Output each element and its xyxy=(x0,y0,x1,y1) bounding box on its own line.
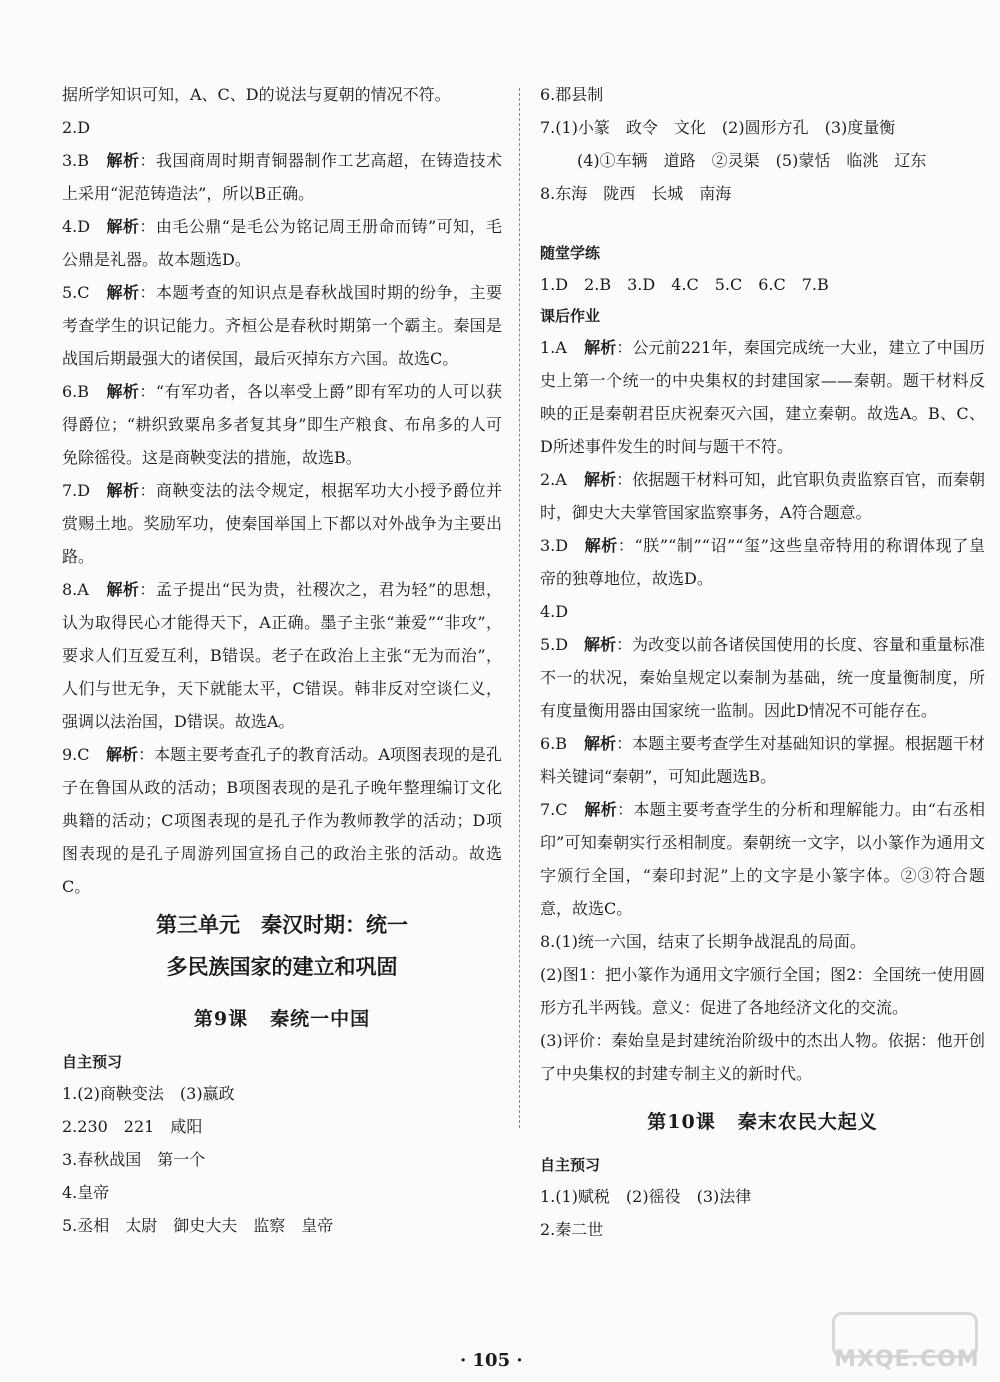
preview-item: 1.(2)商鞅变法 (3)嬴政 xyxy=(62,1084,235,1103)
answer-number: 4.D xyxy=(540,602,569,621)
analysis-text: ：商鞅变法的法令规定，根据军功大小授予爵位并赏赐土地。奖励军功，使秦国举国上下都以对外战争为主要出路。 xyxy=(62,481,502,566)
answer-number: 8.A xyxy=(62,580,89,599)
answer-2 xyxy=(62,111,502,144)
preview-item: 2.230 221 咸阳 xyxy=(62,1117,203,1136)
answer-8 xyxy=(62,573,502,738)
section-heading-preview: 自主预习 xyxy=(62,1053,123,1071)
answer-number: 5.C xyxy=(62,283,90,302)
answer-number: 7.C xyxy=(540,800,568,819)
answer-number: 9.C xyxy=(62,745,90,764)
answer-number: 3.B xyxy=(62,151,90,170)
answer-9 xyxy=(62,738,502,903)
answer-number: 5.D xyxy=(540,635,569,654)
analysis-text: ：本题主要考查孔子的教育活动。A项图表现的是孔子在鲁国从政的活动；B项图表现的是孔子晚年整理编订文化典籍的活动；C项图表现的是孔子作为教师教学的活动；D项图表现的是孔子周游列国宣扬自己的政治主张的活动。故选C。 xyxy=(62,745,502,896)
answer-5 xyxy=(62,276,502,375)
homework-8-part-3: (3)评价：秦始皇是封建统治阶级中的杰出人物。依据：他开创了中央集权的封建专制主义的新时代。 xyxy=(540,1031,985,1083)
unit-title-line-2: 多民族国家的建立和巩固 xyxy=(166,954,398,979)
analysis-tag: 解析 xyxy=(584,536,618,555)
analysis-tag: 解析 xyxy=(584,635,617,654)
answer-number: 6.B xyxy=(540,734,568,753)
analysis-tag: 解析 xyxy=(106,481,140,500)
answer-1-tail: 据所学知识可知，A、C、D的说法与夏朝的情况不符。 xyxy=(62,85,451,104)
analysis-text: ：孟子提出“民为贵，社稷次之，君为轻”的思想，认为取得民心才能得天下，A正确。墨子主张“兼爱”“非攻”，要求人们互爱互利，B错误。老子在政治上主张“无为而治”，人们与世无争，天下就能太平，C错误。韩非反对空谈仁义，强调以法治国，D错误。故选A。 xyxy=(62,580,502,731)
answer-3 xyxy=(62,144,502,210)
analysis-tag: 解析 xyxy=(106,151,140,170)
practice-answers: 1.D 2.B 3.D 4.C 5.C 6.C 7.B xyxy=(540,275,829,294)
analysis-tag: 解析 xyxy=(106,217,140,236)
lesson-number: 第10课 xyxy=(647,1111,716,1133)
homework-2 xyxy=(540,463,985,529)
lesson-name: 秦统一中国 xyxy=(270,1008,371,1030)
preview-item: 4.皇帝 xyxy=(62,1183,110,1202)
section-heading-preview: 自主预习 xyxy=(540,1156,601,1174)
analysis-tag: 解析 xyxy=(106,580,140,599)
answer-6 xyxy=(62,375,502,474)
homework-6 xyxy=(540,727,985,793)
answer-7 xyxy=(62,474,502,573)
analysis-text: ：我国商周时期青铜器制作工艺高超，在铸造技术上采用“泥范铸造法”，所以B正确。 xyxy=(62,151,502,203)
analysis-text: ：本题考查的知识点是春秋战国时期的纷争，主要考查学生的识记能力。齐桓公是春秋时期第一个霸主。秦国是战国后期最强大的诸侯国，最后灭掉东方六国。故选C。 xyxy=(62,283,502,368)
page-number: · 105 · xyxy=(460,1350,523,1371)
analysis-text: ：由毛公鼎“是毛公为铭记周王册命而铸”可知，毛公鼎是礼器。故本题选D。 xyxy=(62,217,502,269)
analysis-text: ：本题主要考查学生的分析和理解能力。由“右丞相印”可知秦朝实行丞相制度。秦朝统一文字，以小篆作为通用文字颁行全国，“秦印封泥”上的文字是小篆字体。②③符合题意，故选C。 xyxy=(540,800,985,918)
analysis-tag: 解析 xyxy=(584,800,618,819)
answer-number: 2.D xyxy=(62,118,91,137)
analysis-tag: 解析 xyxy=(584,734,617,753)
watermark-logo xyxy=(828,1312,988,1374)
preview-item: 3.春秋战国 第一个 xyxy=(62,1150,206,1169)
analysis-tag: 解析 xyxy=(106,283,140,302)
answer-4 xyxy=(62,210,502,276)
lesson-number: 第9课 xyxy=(193,1008,249,1030)
unit-title-line-1: 第三单元 秦汉时期：统一 xyxy=(156,912,408,937)
preview-item: 6.郡县制 xyxy=(540,85,604,104)
analysis-text: ：公元前221年，秦国完成统一大业，建立了中国历史上第一个统一的中央集权的封建国家——秦朝。题干材料反映的正是秦朝君臣庆祝秦灭六国，建立秦朝。故选A。B、C、D所述事件发生的时间与题干不符。 xyxy=(540,338,985,456)
lesson-title xyxy=(540,1104,985,1140)
homework-5 xyxy=(540,628,985,727)
analysis-text: ：为改变以前各诸侯国使用的长度、容量和重量标准不一的状况，秦始皇规定以秦制为基础，统一度量衡制度，所有度量衡用器由国家统一监制。因此D情况不可能存在。 xyxy=(540,635,985,720)
homework-1 xyxy=(540,331,985,463)
answer-number: 7.D xyxy=(62,481,91,500)
preview-item: (4)①车辆 道路 ②灵渠 (5)蒙恬 临洮 辽东 xyxy=(577,151,927,170)
analysis-tag: 解析 xyxy=(584,470,617,489)
answer-number: 3.D xyxy=(540,536,569,555)
answer-number: 1.A xyxy=(540,338,567,357)
analysis-text: ：本题主要考查学生对基础知识的掌握。根据题干材料关键词“秦朝”，可知此题选B。 xyxy=(540,734,985,786)
analysis-text: ：“朕”“制”“诏”“玺”这些皇帝特用的称谓体现了皇帝的独尊地位，故选D。 xyxy=(540,536,985,588)
homework-3 xyxy=(540,529,985,595)
lesson-name: 秦末农民大起义 xyxy=(737,1111,878,1133)
section-heading-homework: 课后作业 xyxy=(540,307,601,325)
homework-7 xyxy=(540,793,985,925)
analysis-tag: 解析 xyxy=(106,382,140,401)
analysis-tag: 解析 xyxy=(106,745,139,764)
answer-number: 2.A xyxy=(540,470,567,489)
answer-number: 4.D xyxy=(62,217,91,236)
right-column xyxy=(540,78,985,1246)
section-heading-practice: 随堂学练 xyxy=(540,244,601,262)
analysis-text: ：“有军功者，各以率受上爵”即有军功的人可以获得爵位；“耕织致粟帛多者复其身”即生产粮食、布帛多的人可免除徭役。这是商鞅变法的措施，故选B。 xyxy=(62,382,502,467)
column-divider xyxy=(519,88,520,1128)
preview-item: 7.(1)小篆 政令 文化 (2)圆形方孔 (3)度量衡 xyxy=(540,118,896,137)
lesson-title xyxy=(62,1001,502,1037)
watermark-text: MXQE.COM xyxy=(834,1347,980,1372)
preview-item: 8.东海 陇西 长城 南海 xyxy=(540,184,732,203)
homework-8-part-1: 8.(1)统一六国，结束了长期争战混乱的局面。 xyxy=(540,932,866,951)
answer-number: 6.B xyxy=(62,382,90,401)
homework-8-part-2: (2)图1：把小篆作为通用文字颁行全国；图2：全国统一使用圆形方孔半两钱。意义：促进了各地经济文化的交流。 xyxy=(540,965,985,1017)
preview-item: 5.丞相 太尉 御史大夫 监察 皇帝 xyxy=(62,1216,334,1235)
homework-4 xyxy=(540,595,985,628)
left-column xyxy=(62,78,502,1242)
preview-item: 2.秦二世 xyxy=(540,1220,604,1239)
analysis-text: ：依据题干材料可知，此官职负责监察百官，而秦朝时，御史大夫掌管国家监察事务，A符合题意。 xyxy=(540,470,985,522)
preview-item: 1.(1)赋税 (2)徭役 (3)法律 xyxy=(540,1187,752,1206)
analysis-tag: 解析 xyxy=(584,338,617,357)
